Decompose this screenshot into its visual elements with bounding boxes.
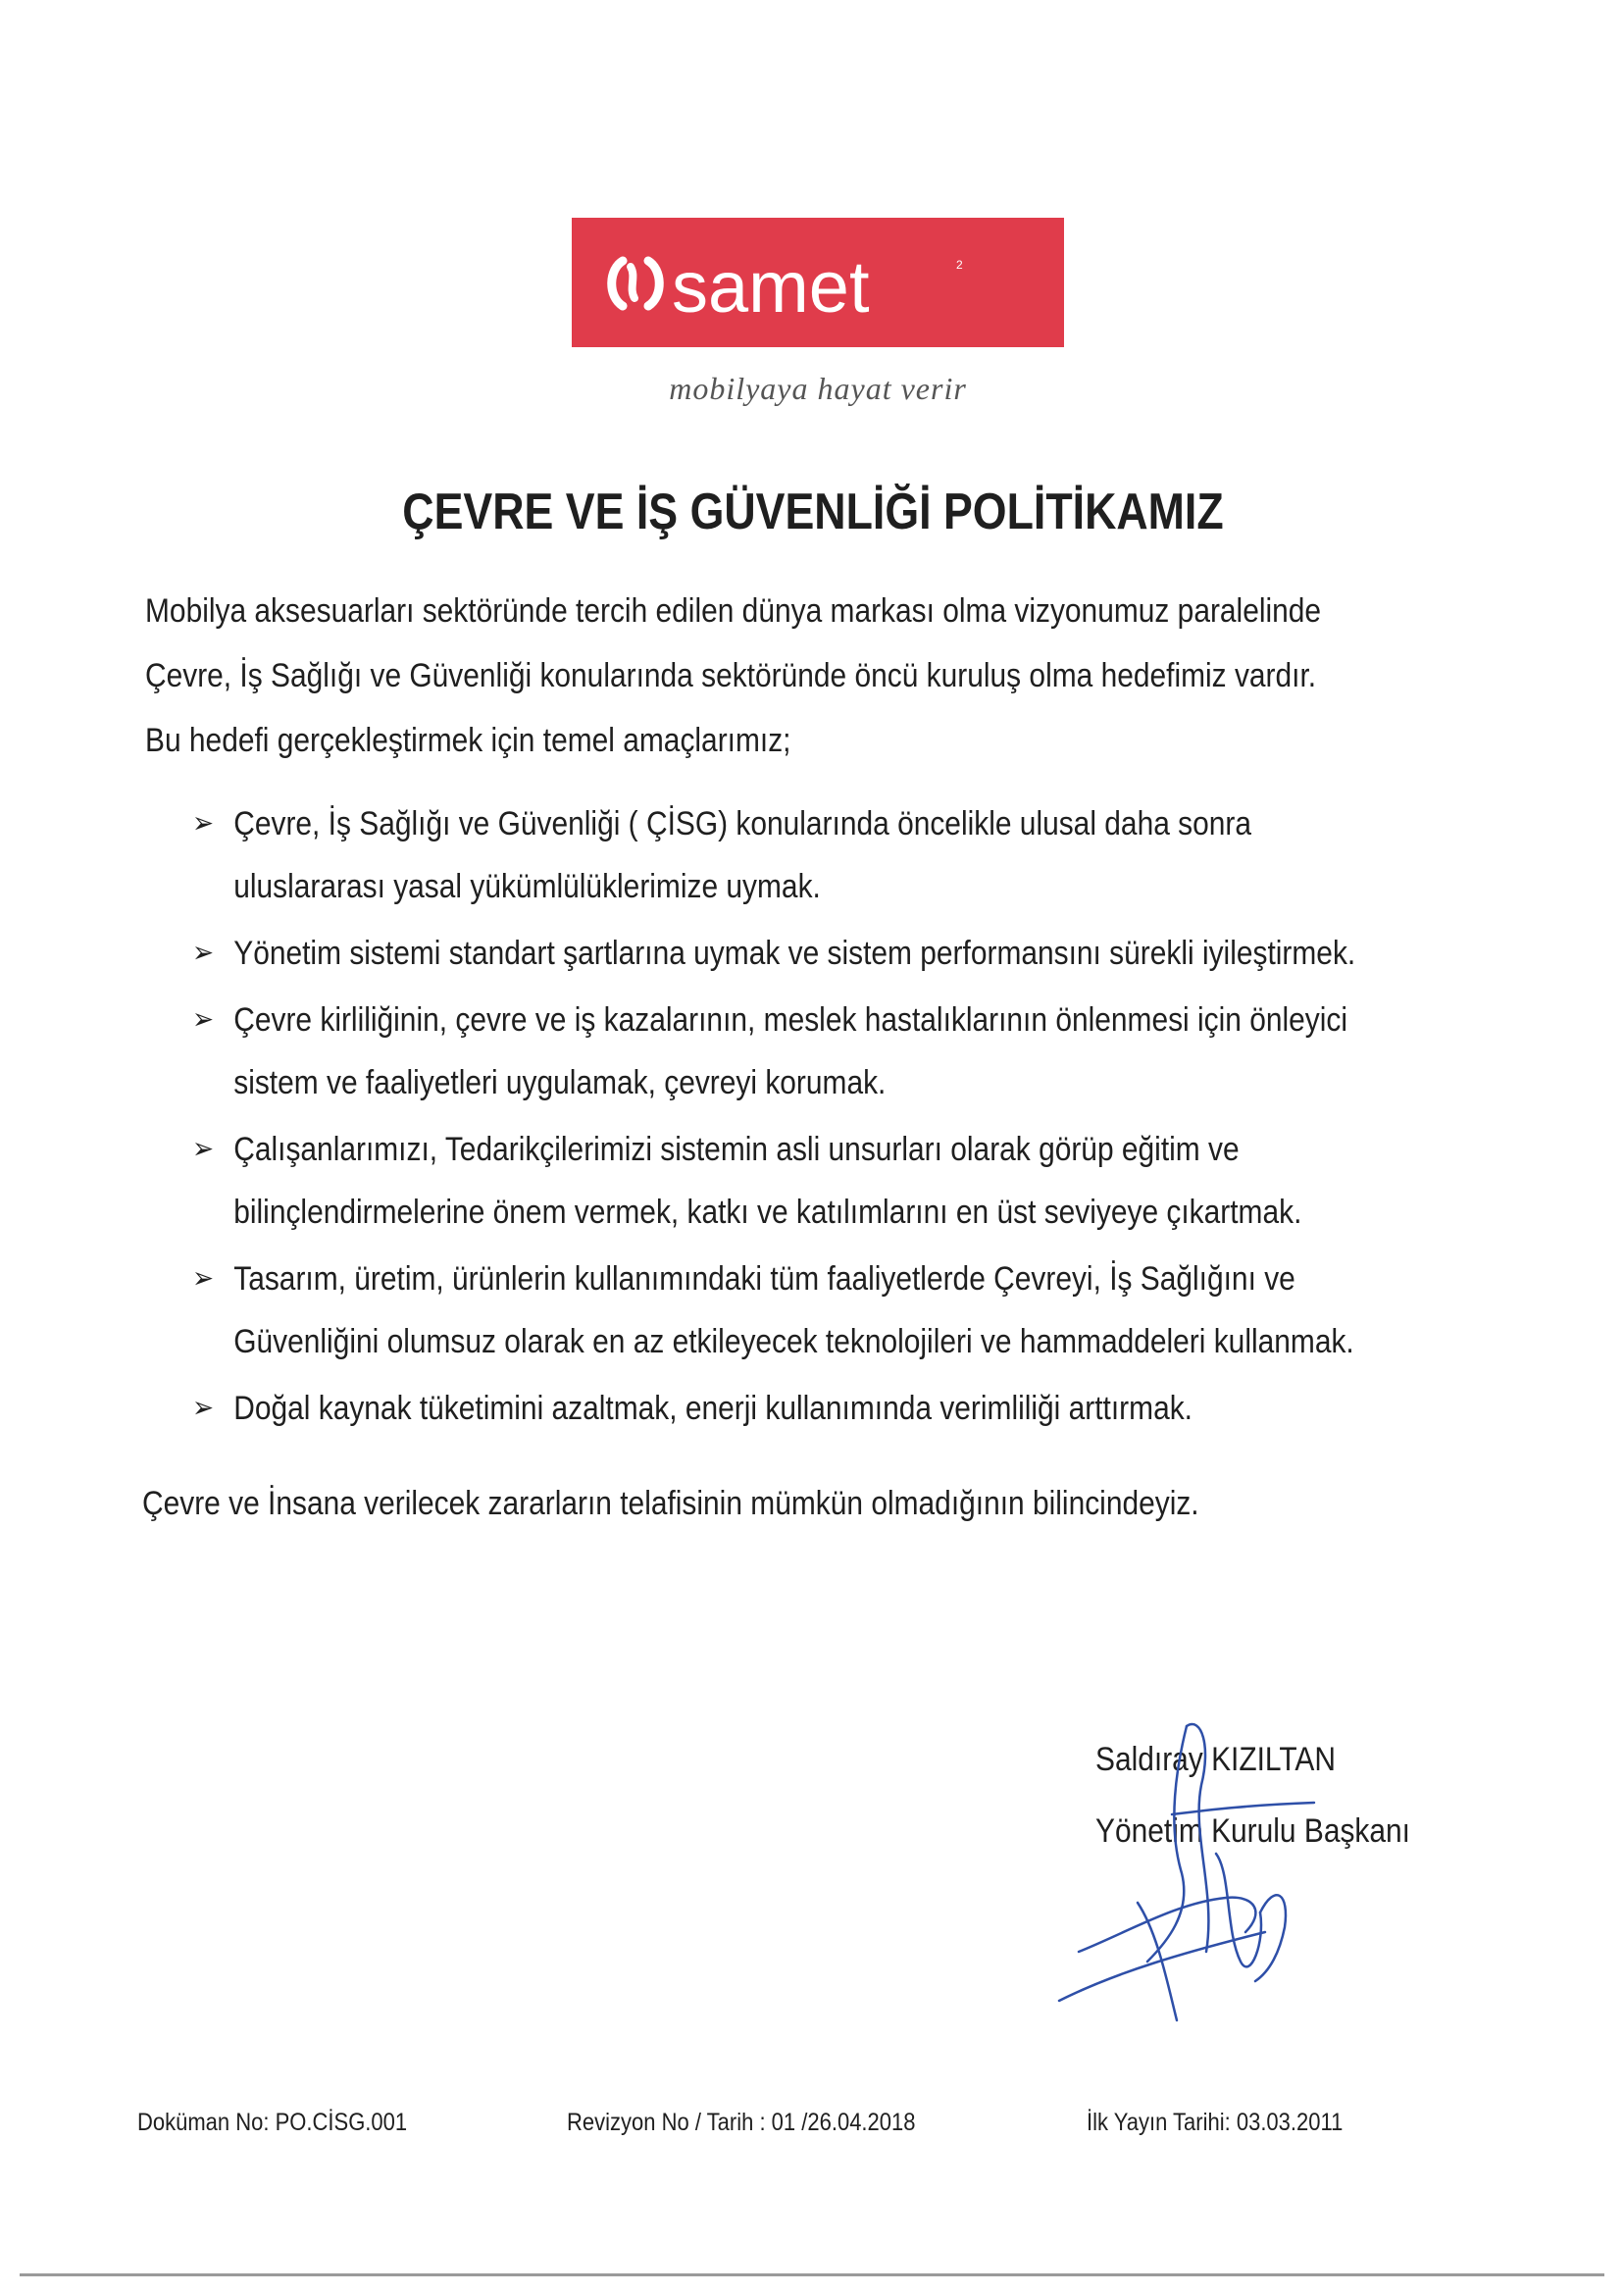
handwritten-signature bbox=[1020, 1707, 1412, 2040]
brand-logo bbox=[572, 218, 1064, 347]
list-item bbox=[192, 1377, 1314, 1440]
footer-revision: Revizyon No / Tarih : 01 /26.04.2018 bbox=[567, 2109, 916, 2136]
intro-line: Bu hedefi gerçekleştirmek için temel amaçlarımız; bbox=[145, 722, 791, 759]
signatory-role: Yönetim Kurulu Başkanı bbox=[1095, 1812, 1410, 1850]
arrowhead-bullet-icon: ➢ bbox=[192, 807, 215, 840]
list-item bbox=[192, 1248, 1354, 1373]
svg-text:2: 2 bbox=[956, 258, 963, 272]
list-item-text: Çalışanlarımızı, Tedarikçilerimizi sistemin asli unsurları olarak görüp eğitim ve bbox=[233, 1131, 1240, 1168]
page-title: ÇEVRE VE İŞ GÜVENLİĞİ POLİTİKAMIZ bbox=[402, 484, 1224, 540]
list-item-text: Çevre kirliliğinin, çevre ve iş kazalarının, meslek hastalıklarının önlenmesi için önleyici bbox=[233, 1001, 1348, 1039]
intro-line: Mobilya aksesuarları sektöründe tercih edilen dünya markası olma vizyonumuz paralelinde bbox=[145, 592, 1322, 630]
list-item-text: Doğal kaynak tüketimini azaltmak, enerji kullanımında verimliliği arttırmak. bbox=[233, 1390, 1193, 1427]
arrowhead-bullet-icon: ➢ bbox=[192, 1133, 215, 1165]
list-item-text: Yönetim sistemi standart şartlarına uymak ve sistem performansını sürekli iyileştirmek. bbox=[233, 935, 1356, 972]
list-item bbox=[192, 922, 1356, 985]
arrowhead-bullet-icon: ➢ bbox=[192, 1262, 215, 1295]
brand-wordmark: samet bbox=[672, 246, 870, 328]
list-item-text: sistem ve faaliyetleri uygulamak, çevreyi korumak. bbox=[233, 1064, 887, 1101]
list-item-text: bilinçlendirmelerine önem vermek, katkı ve katılımlarını en üst seviyeye çıkartmak. bbox=[233, 1194, 1302, 1231]
intro-paragraph bbox=[145, 579, 1322, 773]
footer-doc-number: Doküman No: PO.CİSG.001 bbox=[137, 2109, 408, 2136]
list-item bbox=[192, 1118, 1314, 1244]
list-item-text: uluslararası yasal yükümlülüklerimize uymak. bbox=[233, 868, 821, 905]
signatory-name: Saldıray KIZILTAN bbox=[1095, 1741, 1336, 1778]
brand-tagline: mobilyaya hayat verir bbox=[669, 371, 967, 406]
list-item bbox=[192, 792, 1314, 918]
arrowhead-bullet-icon: ➢ bbox=[192, 1392, 215, 1424]
list-item-text: Çevre, İş Sağlığı ve Güvenliği ( ÇİSG) konularında öncelikle ulusal daha sonra bbox=[233, 805, 1252, 842]
list-item-text: Tasarım, üretim, ürünlerin kullanımındaki tüm faaliyetlerde Çevreyi, İş Sağlığını ve bbox=[233, 1260, 1295, 1298]
footer-first-publication: İlk Yayın Tarihi: 03.03.2011 bbox=[1087, 2109, 1344, 2136]
closing-statement: Çevre ve İnsana verilecek zararların telafisinin mümkün olmadığının bilincindeyiz. bbox=[142, 1485, 1199, 1522]
list-item bbox=[192, 989, 1348, 1114]
intro-line: Çevre, İş Sağlığı ve Güvenliği konularında sektöründe öncü kuruluş olma hedefimiz vardır. bbox=[145, 657, 1317, 694]
goals-list bbox=[192, 792, 1356, 1444]
samet-logo-icon bbox=[572, 218, 1064, 347]
arrowhead-bullet-icon: ➢ bbox=[192, 937, 215, 969]
list-item-text: Güvenliğini olumsuz olarak en az etkileyecek teknolojileri ve hammaddeleri kullanmak. bbox=[233, 1323, 1354, 1360]
arrowhead-bullet-icon: ➢ bbox=[192, 1003, 215, 1036]
bottom-divider bbox=[20, 2273, 1604, 2276]
